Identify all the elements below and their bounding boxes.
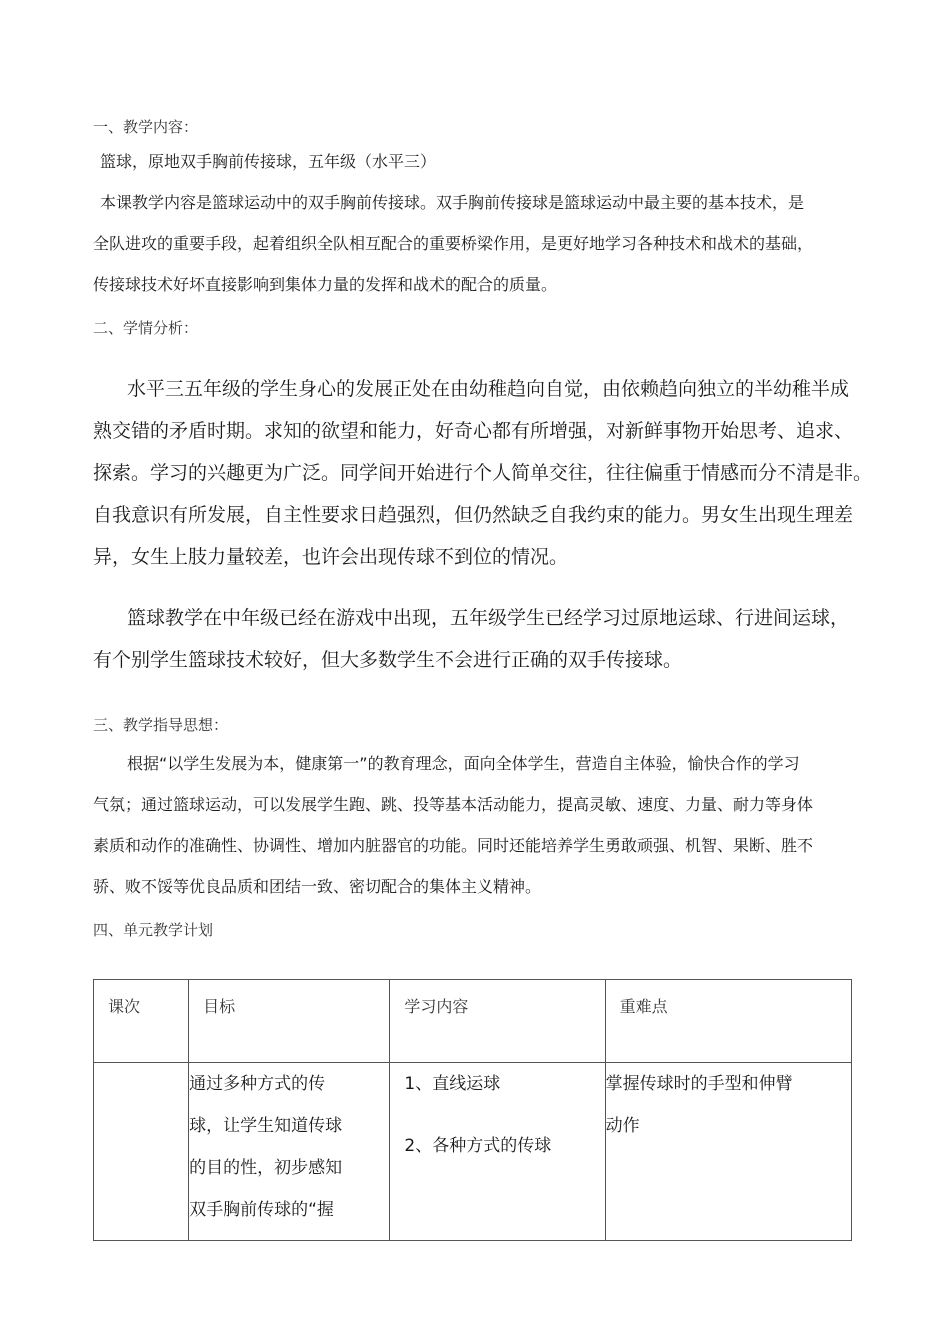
table-header-cell: 重难点 bbox=[605, 980, 851, 1063]
goal-line: 双手胸前传球的“握 bbox=[189, 1200, 334, 1220]
table-header-cell: 目标 bbox=[189, 980, 390, 1063]
goal-cell bbox=[189, 1063, 390, 1241]
section1-heading: 一、教学内容： bbox=[93, 118, 199, 136]
lesson-cell bbox=[94, 1063, 189, 1241]
section2-para1-line: 异，女生上肢力量较差，也许会出现传球不到位的情况。 bbox=[93, 546, 569, 568]
key-point-line: 掌握传球时的手型和伸臂 bbox=[605, 1074, 793, 1094]
goal-line: 球，让学生知道传球 bbox=[189, 1116, 343, 1136]
content-cell bbox=[390, 1063, 605, 1241]
key-point-line: 动作 bbox=[605, 1116, 640, 1136]
unit-plan-table bbox=[93, 979, 852, 1241]
content-item: 1、直线运球 bbox=[404, 1074, 501, 1094]
section1-para-line: 传接球技术好坏直接影响到集体力量的发挥和战术的配合的质量。 bbox=[93, 275, 558, 294]
section2-para2-line: 篮球教学在中年级已经在游戏中出现，五年级学生已经学习过原地运球、行进间运球， bbox=[127, 607, 850, 629]
section2-para1-line: 水平三五年级的学生身心的发展正处在由幼稚趋向自觉，由依赖趋向独立的半幼稚半成 bbox=[127, 378, 850, 400]
key-point-cell bbox=[605, 1063, 851, 1241]
section4-heading: 四、单元教学计划 bbox=[93, 921, 214, 939]
table-header-cell: 课次 bbox=[94, 980, 189, 1063]
section3-heading: 三、教学指导思想： bbox=[93, 716, 229, 734]
table-header-cell: 学习内容 bbox=[390, 980, 605, 1063]
goal-line: 的目的性，初步感知 bbox=[189, 1158, 343, 1178]
section1-subject: 篮球，原地双手胸前传接球，五年级（水平三） bbox=[100, 152, 437, 171]
table-header-row bbox=[94, 980, 852, 1063]
section1-para-line: 本课教学内容是篮球运动中的双手胸前传接球。双手胸前传接球是篮球运动中最主要的基本技术，是 bbox=[100, 193, 805, 212]
section2-para1-line: 探索。学习的兴趣更为广泛。同学间开始进行个人简单交往，往往偏重于情感而分不清是非。 bbox=[93, 462, 873, 484]
section3-para-line: 素质和动作的准确性、协调性、增加内脏器官的功能。同时还能培养学生勇敢顽强、机智、果断、胜不 bbox=[93, 836, 814, 855]
section3-para-line: 根据“以学生发展为本，健康第一”的教育理念，面向全体学生，营造自主体验，愉快合作的学习 bbox=[127, 754, 800, 773]
section3-para-line: 骄、败不馁等优良品质和团结一致、密切配合的集体主义精神。 bbox=[93, 877, 542, 896]
section2-heading: 二、学情分析： bbox=[93, 319, 199, 337]
section3-para-line: 气氛；通过篮球运动，可以发展学生跑、跳、投等基本活动能力，提高灵敏、速度、力量、耐力等身体 bbox=[93, 795, 814, 814]
section1-para-line: 全队进攻的重要手段，起着组织全队相互配合的重要桥梁作用，是更好地学习各种技术和战术的基础， bbox=[93, 234, 814, 253]
goal-line: 通过多种方式的传 bbox=[189, 1074, 326, 1094]
section2-para2-line: 有个别学生篮球技术较好，但大多数学生不会进行正确的双手传接球。 bbox=[93, 649, 683, 671]
section2-para1-line: 自我意识有所发展，自主性要求日趋强烈，但仍然缺乏自我约束的能力。男女生出现生理差 bbox=[93, 504, 854, 526]
content-item: 2、各种方式的传球 bbox=[404, 1136, 552, 1156]
table-row bbox=[94, 1063, 852, 1241]
section2-para1-line: 熟交错的矛盾时期。求知的欲望和能力，好奇心都有所增强，对新鲜事物开始思考、追求、 bbox=[93, 420, 854, 442]
